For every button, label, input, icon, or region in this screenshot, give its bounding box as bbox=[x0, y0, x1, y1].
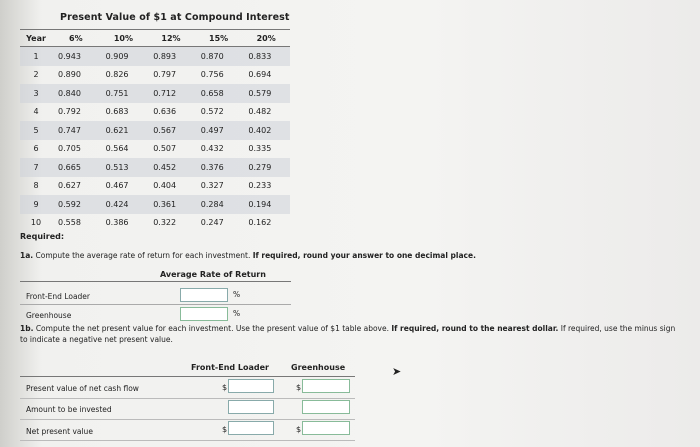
table-cell-year: 7 bbox=[20, 158, 52, 177]
table-cell-year: 3 bbox=[20, 84, 52, 103]
question-1a-number: 1a. bbox=[20, 251, 34, 260]
table-cell-factor: 0.890 bbox=[58, 70, 81, 80]
present-value-table bbox=[20, 29, 290, 232]
table-cell-factor: 0.833 bbox=[242, 47, 290, 66]
npv-currency-front-end-loader-pv: $ bbox=[222, 383, 228, 392]
table-row bbox=[20, 158, 290, 177]
question-1a-text: Compute the average rate of return for each investment. bbox=[33, 251, 253, 260]
table-cell-factor: 0.402 bbox=[242, 121, 290, 140]
npv-input-front-end-loader-pv[interactable] bbox=[228, 379, 274, 393]
table-cell-factor: 0.467 bbox=[105, 181, 129, 191]
table-row bbox=[20, 84, 290, 103]
table-cell-factor: 0.233 bbox=[248, 181, 272, 191]
npv-row-divider bbox=[20, 419, 355, 420]
table-cell-factor: 0.247 bbox=[200, 218, 224, 228]
table-cell-factor: 0.658 bbox=[195, 84, 243, 103]
header-20pct: 20% bbox=[242, 30, 290, 47]
table-cell-factor: 0.361 bbox=[147, 195, 195, 214]
question-1b-number: 1b. bbox=[20, 324, 34, 333]
table-cell-factor: 0.636 bbox=[153, 107, 177, 117]
table-title: Present Value of $1 at Compound Interest bbox=[60, 12, 290, 23]
table-cell-factor: 0.870 bbox=[195, 47, 243, 66]
avg-row-divider bbox=[20, 304, 291, 305]
question-1a-instruction: If required, round your answer to one decimal place. bbox=[252, 251, 476, 260]
table-cell-factor: 0.627 bbox=[58, 181, 81, 191]
table-cell-year: 6 bbox=[33, 144, 39, 154]
table-cell-factor: 0.705 bbox=[58, 144, 81, 154]
header-6pct: 6% bbox=[52, 30, 100, 47]
mouse-cursor-icon: ➤ bbox=[392, 365, 402, 378]
table-cell-factor: 0.322 bbox=[153, 218, 177, 228]
table-cell-factor: 0.507 bbox=[153, 144, 177, 154]
table-row bbox=[20, 214, 290, 233]
table-cell-factor: 0.572 bbox=[200, 107, 224, 117]
question-1b-tail: If required, use the minus sign to indicate a negative net present value. bbox=[20, 324, 676, 344]
npv-row-label-pv-net-cash-flow: Present value of net cash flow bbox=[26, 384, 139, 393]
table-cell-factor: 0.751 bbox=[100, 84, 148, 103]
table-cell-factor: 0.592 bbox=[52, 195, 100, 214]
table-cell-factor: 0.162 bbox=[248, 218, 272, 228]
table-cell-factor: 0.513 bbox=[100, 158, 148, 177]
table-cell-factor: 0.792 bbox=[58, 107, 81, 117]
table-cell-year: 5 bbox=[20, 121, 52, 140]
table-row bbox=[20, 195, 290, 214]
table-cell-factor: 0.665 bbox=[52, 158, 100, 177]
table-cell-year: 8 bbox=[33, 181, 39, 191]
table-cell-year: 2 bbox=[33, 70, 39, 80]
avg-row-label-front-end-loader: Front-End Loader bbox=[26, 292, 91, 301]
table-cell-factor: 0.558 bbox=[58, 218, 81, 228]
npv-row-label-net-present-value: Net present value bbox=[26, 427, 93, 436]
avg-rate-header: Average Rate of Return bbox=[160, 270, 266, 279]
table-cell-factor: 0.404 bbox=[153, 181, 177, 191]
table-cell-year: 10 bbox=[30, 218, 42, 228]
table-cell-year: 4 bbox=[33, 107, 39, 117]
npv-input-greenhouse-npv[interactable] bbox=[302, 421, 350, 435]
table-cell-factor: 0.893 bbox=[147, 47, 195, 66]
npv-currency-greenhouse-npv: $ bbox=[296, 425, 302, 434]
npv-row-divider bbox=[20, 440, 355, 441]
table-cell-factor: 0.621 bbox=[100, 121, 148, 140]
npv-col-front-end-loader: Front-End Loader bbox=[191, 363, 269, 372]
table-cell-year: 9 bbox=[20, 195, 52, 214]
table-row bbox=[20, 66, 290, 85]
table-row bbox=[20, 103, 290, 122]
table-row bbox=[20, 47, 290, 66]
table-cell-factor: 0.386 bbox=[105, 218, 129, 228]
table-cell-factor: 0.376 bbox=[195, 158, 243, 177]
avg-header-divider bbox=[20, 281, 291, 282]
question-1b-instruction: If required, round to the nearest dollar. bbox=[391, 324, 559, 333]
header-year: Year bbox=[20, 30, 52, 47]
table-cell-factor: 0.943 bbox=[52, 47, 100, 66]
table-cell-factor: 0.567 bbox=[147, 121, 195, 140]
npv-currency-front-end-loader-npv: $ bbox=[222, 425, 228, 434]
table-cell-factor: 0.432 bbox=[200, 144, 224, 154]
table-row bbox=[20, 177, 290, 196]
table-cell-factor: 0.756 bbox=[200, 70, 224, 80]
npv-input-front-end-loader-amount[interactable] bbox=[228, 400, 274, 414]
npv-row-label-amount-invested: Amount to be invested bbox=[26, 405, 112, 414]
question-1a bbox=[20, 251, 476, 260]
table-cell-factor: 0.452 bbox=[147, 158, 195, 177]
avg-rate-input-front-end-loader[interactable] bbox=[180, 288, 228, 302]
table-cell-factor: 0.424 bbox=[100, 195, 148, 214]
table-cell-factor: 0.497 bbox=[195, 121, 243, 140]
header-15pct: 15% bbox=[195, 30, 243, 47]
header-12pct: 12% bbox=[147, 30, 195, 47]
table-cell-factor: 0.840 bbox=[52, 84, 100, 103]
table-cell-factor: 0.683 bbox=[105, 107, 129, 117]
table-cell-factor: 0.712 bbox=[147, 84, 195, 103]
npv-input-front-end-loader-npv[interactable] bbox=[228, 421, 274, 435]
table-cell-factor: 0.327 bbox=[200, 181, 224, 191]
npv-col-greenhouse: Greenhouse bbox=[291, 363, 346, 372]
avg-rate-input-greenhouse[interactable] bbox=[180, 307, 228, 321]
npv-input-greenhouse-amount[interactable] bbox=[302, 400, 350, 414]
table-cell-factor: 0.279 bbox=[242, 158, 290, 177]
npv-row-divider bbox=[20, 398, 355, 399]
npv-header-divider bbox=[20, 376, 355, 377]
table-row bbox=[20, 121, 290, 140]
avg-unit-greenhouse: % bbox=[233, 309, 241, 318]
table-cell-factor: 0.909 bbox=[100, 47, 148, 66]
avg-unit-front-end-loader: % bbox=[233, 290, 241, 299]
table-cell-factor: 0.564 bbox=[105, 144, 129, 154]
question-1b-text: Compute the net present value for each investment. Use the present value of $1 table above. bbox=[33, 324, 392, 333]
table-cell-factor: 0.194 bbox=[242, 195, 290, 214]
table-cell-year: 1 bbox=[20, 47, 52, 66]
table-cell-factor: 0.482 bbox=[248, 107, 272, 117]
header-10pct: 10% bbox=[100, 30, 148, 47]
table-cell-factor: 0.335 bbox=[248, 144, 272, 154]
table-cell-factor: 0.747 bbox=[52, 121, 100, 140]
question-1b bbox=[20, 323, 680, 345]
avg-row-label-greenhouse: Greenhouse bbox=[26, 311, 72, 320]
table-cell-factor: 0.284 bbox=[195, 195, 243, 214]
npv-input-greenhouse-pv[interactable] bbox=[302, 379, 350, 393]
npv-currency-greenhouse-pv: $ bbox=[296, 383, 302, 392]
table-cell-factor: 0.694 bbox=[248, 70, 272, 80]
table-header-row bbox=[20, 30, 290, 47]
table-body bbox=[20, 47, 290, 233]
table-cell-factor: 0.579 bbox=[242, 84, 290, 103]
table-cell-factor: 0.826 bbox=[105, 70, 129, 80]
required-heading: Required: bbox=[20, 232, 65, 241]
table-cell-factor: 0.797 bbox=[153, 70, 177, 80]
table-row bbox=[20, 140, 290, 159]
